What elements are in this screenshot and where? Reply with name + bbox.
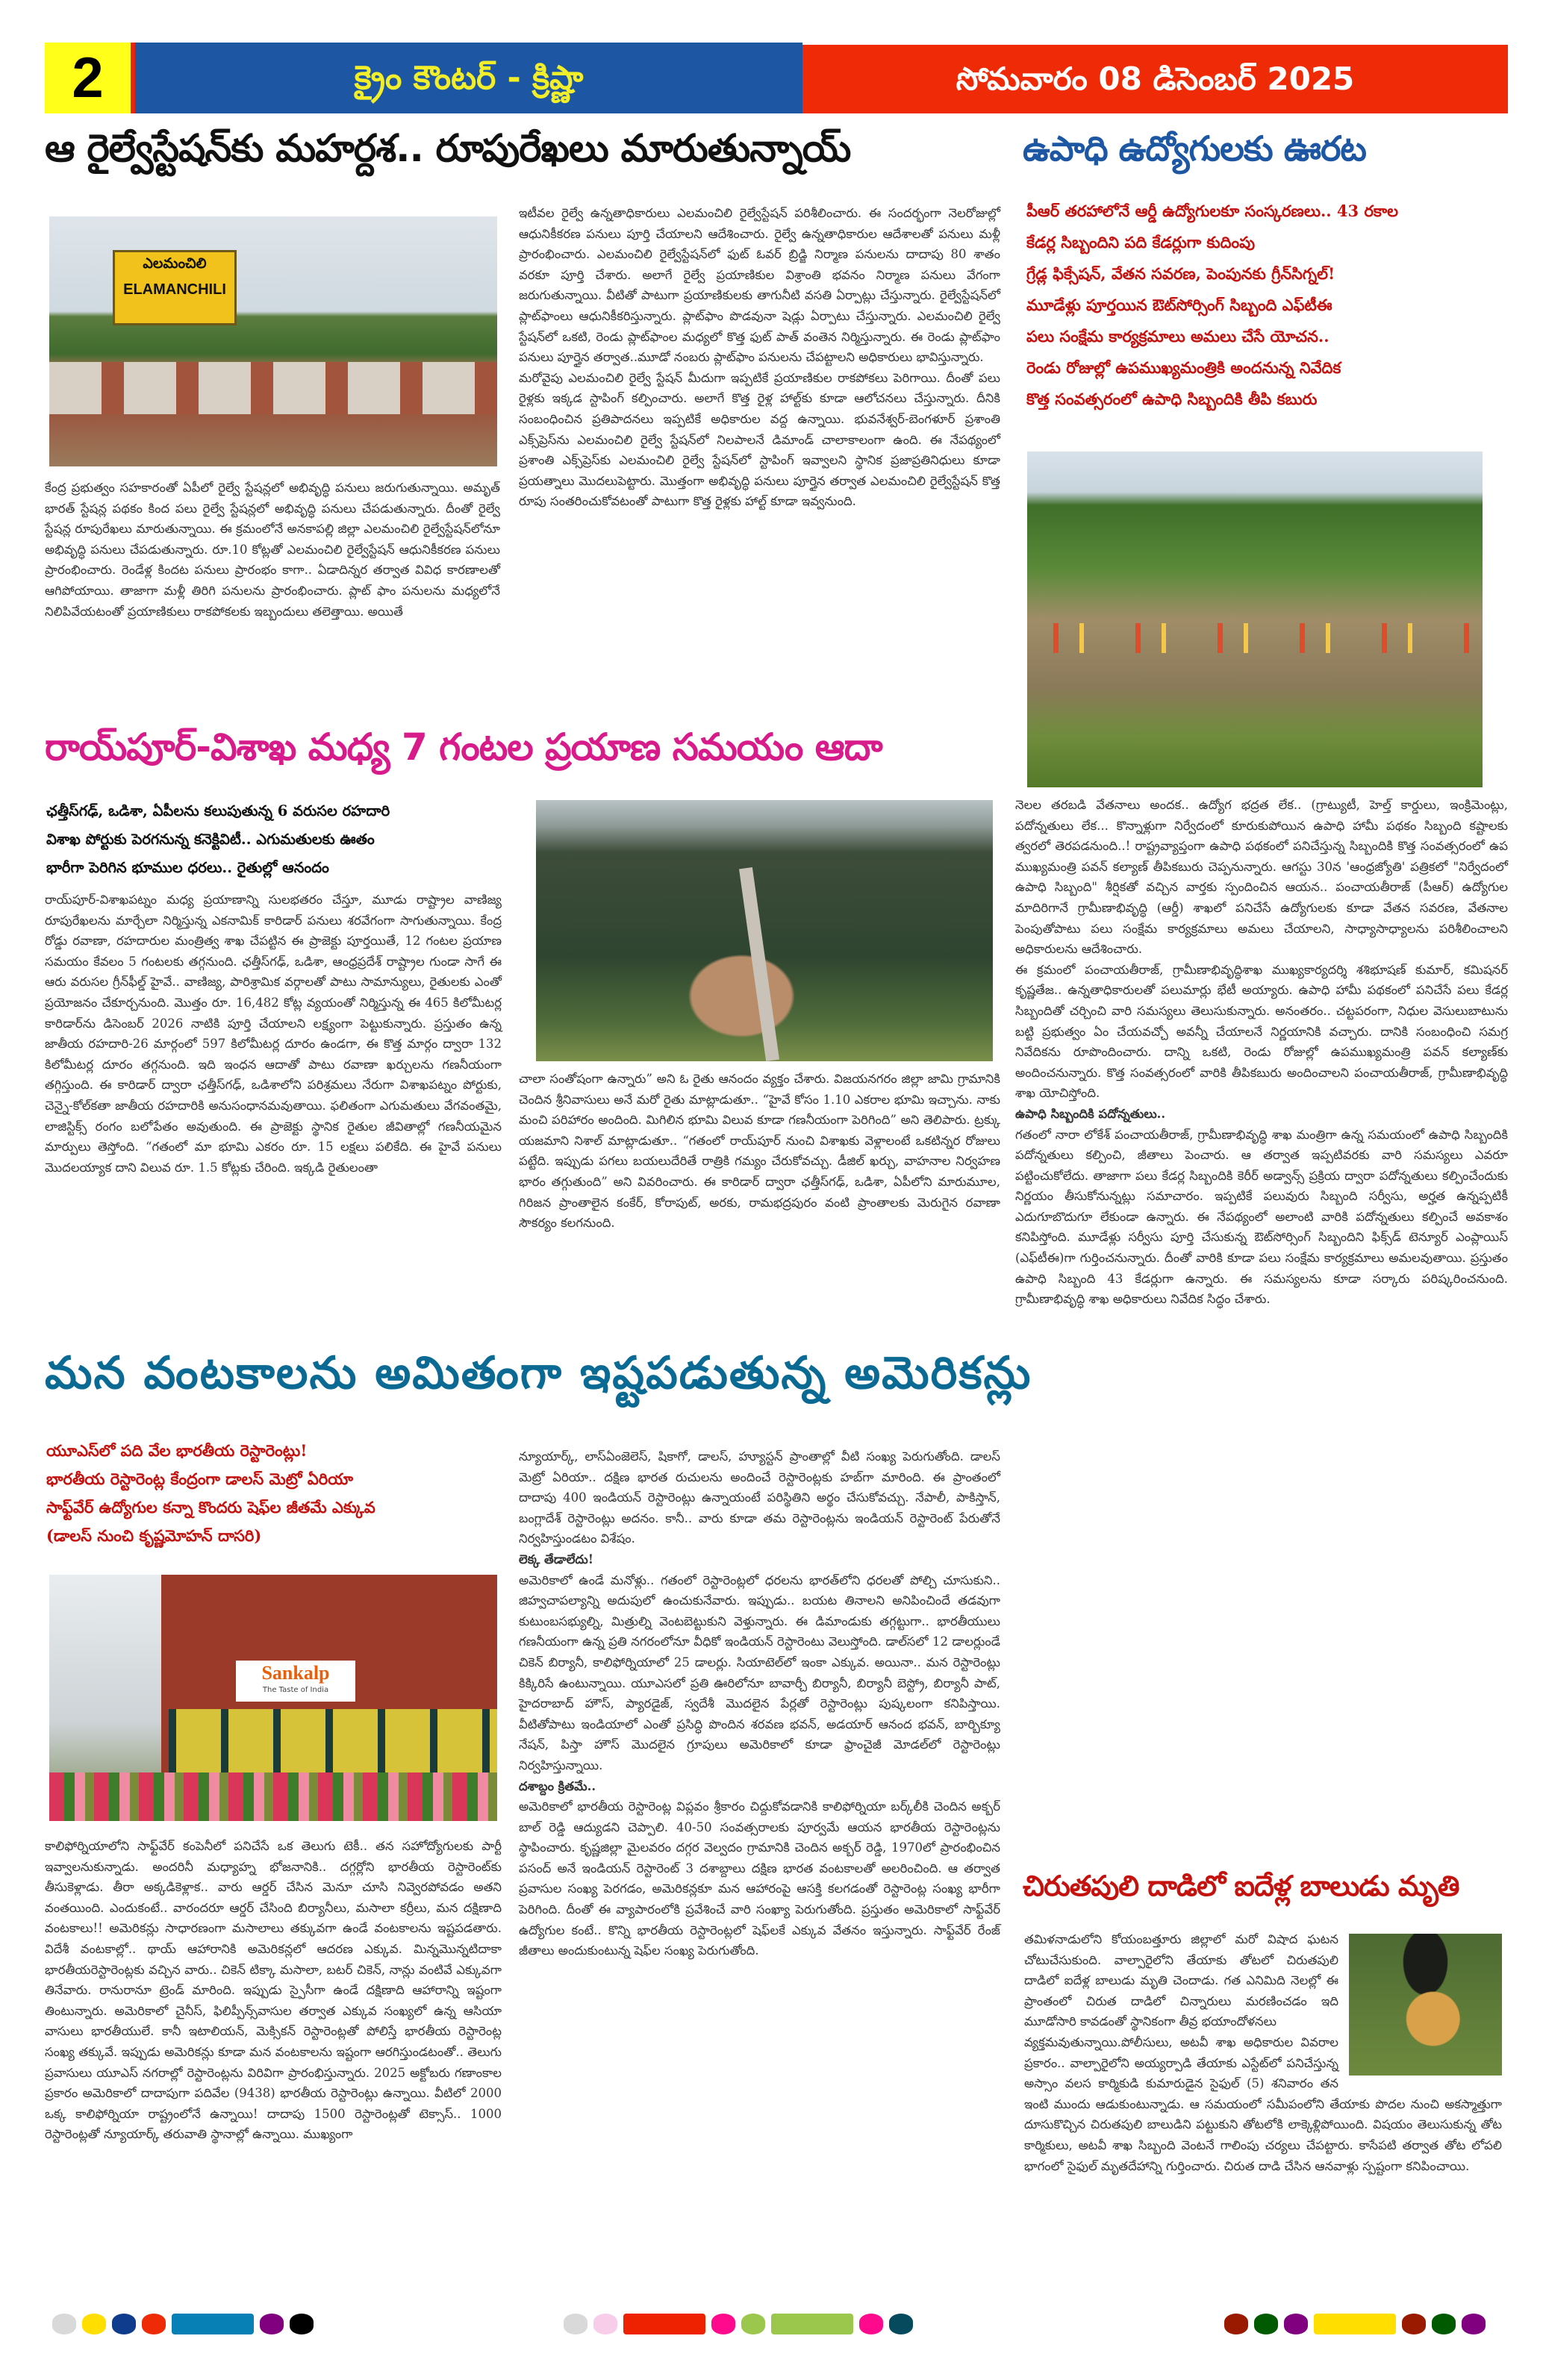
railway-headline: ఆ రైల్వేస్టేషన్‌కు మహర్దశ.. రూపురేఖలు మారుతున్నాయ్ xyxy=(45,127,851,171)
upadhi-headline: ఉపాధి ఉద్యోగులకు ఊరట xyxy=(1023,128,1366,169)
railway-body-col1: కేంద్ర ప్రభుత్వం సహకారంతో ఏపీలో రైల్వే స్టేషన్లలో అభివృద్ధి పనులు జరుగుతున్నాయి. అమృత్ భారత్ స్టేషన్ల పథకం కింద పలు రైల్వే స్టేషన్లలో అభివృద్ధి పనులు చేపడుతున్నారు. దీంతో రైల్వే స్టేషన్ల రూపురేఖలు మారుతున్నాయి. ఈ క్రమంలోనే అనకాపల్లి జిల్లా ఎలమంచిలి రైల్వేస్టేషన్‌లోనూ అభివృద్ధి పనులు చేపడుతున్నారు. రూ.10 కోట్లతో ఎలమంచిలి రైల్వేస్టేషన్ ఆధునికీకరణ పనులు ప్రారంభించారు. రెండేళ్ల కిందట పనులు ప్రారంభం కాగా.. ఏడాదిన్నర తర్వాత వివిధ కారణాలతో ఆగిపోయాయి. తాజాగా మళ్లీ తిరిగి పనులను ప్రారంభించారు. ప్లాట్ ఫాం పనులను మధ్యలోనే నిలిపివేయటంతో ప్రయాణికులు రాకపోకలకు ఇబ్బందులు తలెత్తాయి. అయితే xyxy=(45,481,500,619)
railway-body-col2 xyxy=(519,203,1000,512)
highway-aerial-photo xyxy=(536,800,993,1061)
footer-color-mark xyxy=(82,2314,106,2334)
signboard-telugu: ఎలమంచిలి xyxy=(143,255,207,272)
station-wall xyxy=(49,362,497,414)
raipur-subhead: భారీగా పెరిగిన భూముల ధరలు.. రైతుల్లో ఆనందం xyxy=(46,859,329,876)
footer-color-mark xyxy=(623,2314,705,2334)
signboard-english: ELAMANCHILI xyxy=(123,281,226,298)
upadhi-subhead: మూడేళ్లు పూర్తయిన ఔట్‌సోర్సింగ్ సిబ్బంది ఎఫ్‌టీఈ xyxy=(1026,296,1332,314)
upadhi-section-title: ఉపాధి సిబ్బందికి పదోన్నతులు.. xyxy=(1015,1106,1166,1121)
restaurants-paragraph: అమెరికాలో భారతీయ రెస్టారెంట్ల విప్లవం శ్రీకారం చిద్దుకోవడానికి కాలిఫోర్నియా బర్క్‌లీకి చెందిన అక్బర్ బాల్ రెడ్డి ఆద్యుడని చెప్పాలి. 40-50 సంవత్సరాలకు పూర్వమే ఆయన భారతీయ రెస్టారెంట్లను స్థాపించారు. కృష్ణజిల్లా మైలవరం దగ్గర వెల్వదం గ్రామానికి చెందిన అక్బర్ రెడ్డి, 1970లో ప్రారంభించిన పసంద్ అనే ఇండియన్ రెస్టారెంట్ 3 దశాబ్దాలు దక్షిణ భారత వంటకాలతో అలరించింది. ఆ తర్వాత ప్రవాసుల సంఖ్య పెరగడం, అమెరికన్లకూ మన ఆహారంపై ఆసక్తి కలగడంతో రెస్టారెంట్ల సంఖ్య భారీగా పెరిగింది. దీంతో ఈ వ్యాపారంలోకి ప్రవేశించే వారి సంఖ్యా పెరుగుతోంది. ప్రస్తుతం అమెరికాలో సాఫ్ట్‌వేర్ ఉద్యోగుల కంటే.. కొన్ని భారతీయ రెస్టారెంట్లలో షెఫ్‌లకే ఎక్కువ వేతనం ఇస్తున్నారు. సాఫ్ట్‌వేర్ రేంజ్ జీతాలు అందుకుంటున్న షెఫ్‌ల సంఖ్య పెరుగుతోంది. xyxy=(519,1799,1000,1958)
workers-field-photo xyxy=(1027,452,1483,787)
sankalp-restaurant-photo xyxy=(49,1575,497,1821)
upadhi-subhead: కేడర్ల సిబ్బందిని పది కేడర్లుగా కుదింపు xyxy=(1026,233,1256,252)
footer-color-mark xyxy=(889,2314,913,2334)
section-title: క్రైం కౌంటర్ - క్రిష్ణా xyxy=(135,43,802,113)
restaurants-subhead: భారతీయ రెస్టారెంట్ల కేంద్రంగా డాలస్ మెట్రో ఏరియా xyxy=(46,1469,353,1488)
restaurants-section-title: దశాబ్దం క్రితమే.. xyxy=(519,1778,596,1793)
footer-color-mark xyxy=(593,2314,617,2334)
upadhi-subhead: రెండు రోజుల్లో ఉపముఖ్యమంత్రికి అందనున్న నివేదిక xyxy=(1026,358,1341,377)
upadhi-subhead: కొత్త సంవత్సరంలో ఉపాధి సిబ్బందికి తీపి కబురు xyxy=(1026,390,1318,408)
footer-color-mark xyxy=(112,2314,136,2334)
sankalp-sign-tagline: The Taste of India xyxy=(262,1686,329,1694)
restaurants-paragraph: న్యూయార్క్, లాస్‌ఏంజెలెస్, షికాగో, డాలస్, హ్యూస్టన్ ప్రాంతాల్లో వీటి సంఖ్య పెరుగుతోంది. డాలస్ మెట్రో ఏరియా.. దక్షిణ భారత రుచులను అందించే రెస్టారెంట్లకు హబ్‌గా మారింది. ఈ ప్రాంతంలో దాదాపు 400 ఇండియన్ రెస్టారెంట్లు ఉన్నాయంటే పరిస్థితిని అర్థం చేసుకోవచ్చు. నేపాలీ, పాకిస్తాన్, బంగ్లాదేశ్ రెస్టారెంట్లు అదనం. కానీ.. వారు కూడా తమ రెస్టారెంట్లను ఇండియన్ రెస్టారెంట్ పేరుతోనే నిర్వహిస్తుండటం విశేషం. xyxy=(519,1449,1000,1546)
workers-group xyxy=(1027,623,1483,653)
edition-date: సోమవారం 08 డిసెంబర్ 2025 xyxy=(802,45,1508,113)
footer-color-mark xyxy=(1254,2314,1278,2334)
footer-color-mark xyxy=(859,2314,883,2334)
footer-color-mark xyxy=(142,2314,166,2334)
raipur-subhead: విశాఖ పోర్టుకు పెరగనున్న కనెక్టివిటీ.. ఎగుమతులకు ఊతం xyxy=(46,831,375,848)
leopard-photo xyxy=(1349,1934,1502,2076)
restaurants-body-col2 xyxy=(519,1446,1000,1961)
railway-paragraph: ఇటీవల రైల్వే ఉన్నతాధికారులు ఎలమంచిలి రైల్వేస్టేషన్ పరిశీలించారు. ఈ సందర్భంగా నెలరోజుల్లో ఆధునికీకరణ పనులు పూర్తి చేయాలని ఆదేశించారు. రైల్వే ఉన్నతాధికారుల ఆదేశాలతో పనులు మళ్లీ ప్రారంభించారు. ఎలమంచిలి రైల్వేస్టేషన్‌లో ఫుట్ ఓవర్ బ్రిడ్జి నిర్మాణ పనులను దాదాపు 80 శాతం వరకూ పూర్తి చేశారు. అలాగే రైల్వే ప్రయాణికుల విశ్రాంతి భవనం నిర్మాణ పనులు వేగంగా జరుగుతున్నాయి. వీటితో పాటుగా ప్రయాణికులకు తాగునీటి వసతి ఏర్పాట్లు చేస్తున్నారు. రైల్వేస్టేషన్‌లో ప్లాట్‌ఫాంలు ఆధునికీకరిస్తున్నారు. ప్లాట్‌ఫాం పొడవునా షెడ్లు ఏర్పాటు చేస్తున్నారు. ఎలమంచిలి రైల్వే స్టేషన్‌లో ఒకటి, రెండు ప్లాట్‌ఫాంల మధ్యలో కొత్త ఫుట్ పాత్ వంతెన నిర్మిస్తున్నారు. ఈ రెండు ప్లాట్‌ఫాం పనులు పూర్తైన తర్వాత..మూడో నంబరు ప్లాట్‌ఫాం పనులను చేపట్టాలని అధికారులు భావిస్తున్నారు. xyxy=(519,206,1000,365)
restaurants-subheads xyxy=(46,1437,502,1550)
sankalp-sign xyxy=(236,1661,355,1702)
raipur-subhead: ఛత్తీస్‌గఢ్, ఒడిశా, ఏపీలను కలుపుతున్న 6 వరుసల రహదారి xyxy=(46,802,390,819)
footer-color-mark xyxy=(1314,2314,1396,2334)
footer-color-mark xyxy=(741,2314,765,2334)
raipur-headline: రాయ్‌పూర్-విశాఖ మధ్య 7 గంటల ప్రయాణ సమయం ఆదా xyxy=(45,725,882,769)
upadhi-paragraph: ఈ క్రమంలో పంచాయతీరాజ్, గ్రామీణాభివృద్ధిశాఖ ముఖ్యకార్యదర్శి శశిభూషణ్ కుమార్, కమిషనర్ కృష్ణతేజ.. ఉన్నతాధికారులతో పలుమార్లు భేటీ అయ్యారు. ఉపాధి హామీ పథకంలో పనిచేసే పలు కేడర్ల సిబ్బందితో చర్చించి వారి సమస్యలు తెలుసుకున్నారు. అనంతరం.. చట్టపరంగా, నిధుల వెసులుబాటును బట్టి ప్రభుత్వం ఏం చేయవచ్చో అవన్నీ చేయాలనే నిర్ణయానికి వచ్చారు. దానికి సంబంధించి సమగ్ర నివేదికను రూపొందించారు. దాన్ని ఒకటి, రెండు రోజుల్లో ఉపముఖ్యమంత్రి పవన్ కల్యాణ్‌కు అందించనున్నారు. కొత్త సంవత్సరంలో వారికి తీపికబురు అందించాలని పంచాయతీరాజ్, గ్రామీణాభివృద్ధి శాఖ యోచిస్తోంది. xyxy=(1015,962,1508,1101)
upadhi-paragraph: గతంలో నారా లోకేశ్ పంచాయతీరాజ్, గ్రామీణాభివృద్ధి శాఖ మంత్రిగా ఉన్న సమయంలో ఉపాధి సిబ్బందికి పదోన్నతులు కల్పించి, జీతాలు పెంచారు. ఆ తర్వాత ఇప్పటివరకు వారి సమస్యలు ఎవరూ పట్టించుకోలేదు. తాజాగా పలు కేడర్ల సిబ్బందికి కెరీర్ అడ్వాన్స్ ప్రక్రియ ద్వారా పదోన్నతులు కల్పించేందుకు నిర్ణయం తీసుకోనున్నట్లు సమాచారం. ఇప్పటికే పలువురు సిబ్బంది సర్వీసు, అర్హత ఉన్నప్పటికీ ఎదుగూబొదుగూ లేకుండా ఉన్నారు. ఈ నేపథ్యంలో అలాంటి వారికి పదోన్నతులు కల్పించే అవకాశం కనిపిస్తోంది. మూడేళ్లు సర్వీసు పూర్తి చేసుకున్న ఔట్‌సోర్సింగ్ సిబ్బందిని ఫిక్స్‌డ్ టెన్యూర్ ఎంప్లాయిస్ (ఎఫ్‌టీఈ)గా గుర్తించనున్నారు. దీంతో వారికి కూడా పలు సంక్షేమ కార్యక్రమాలు అమలవుతాయి. ప్రస్తుతం ఉపాధి సిబ్బంది 43 కేడర్లుగా ఉన్నారు. ఈ సమస్యలను కూడా సర్కారు పరిష్కరించనుంది. గ్రామీణాభివృద్ధి శాఖ అధికారులు నివేదిక సిద్ధం చేశారు. xyxy=(1015,1127,1508,1307)
highway-road xyxy=(739,867,779,1061)
restaurants-section-title: లెక్క తేడాలేదు! xyxy=(519,1552,593,1567)
leopard-paragraph: వ్యక్తమవుతున్నాయి.పోలీసులు, అటవీ శాఖ అధికారుల వివరాల ప్రకారం.. వాల్పారైలోని అయ్యర్పాడి తేయాకు ఎస్టేట్‌లో పనిచేస్తున్న అస్సాం వలస కార్మికుడి కుమారుడైన సైఫుల్ (5) శనివారం తన ఇంటి ముందు ఆడుకుంటున్నాడు. ఆ సమయంలో సమీపంలోని తేయాకు పొదల నుంచి అకస్మాత్తుగా దూసుకొచ్చిన చిరుతపులి బాలుడిని పట్టుకుని తోటలోకి లాక్కెళ్లిపోయింది. విషయం తెలుసుకున్న తోట కార్మికులు, అటవీ శాఖ సిబ్బంది వెంటనే గాలింపు చర్యలు చేపట్టారు. కాసేపటి తర్వాత తోట లోపలి భాగంలో సైఫుల్ మృతదేహాన్ని గుర్తించారు. చిరుత దాడి చేసిన ఆనవాళ్లు స్పష్టంగా కనిపించాయి. xyxy=(1024,2034,1502,2173)
upadhi-subhead: గ్రేడ్ల ఫిక్సేషన్, వేతన సవరణ, పెంపునకు గ్రీన్‌సిగ్నల్! xyxy=(1026,264,1335,283)
flower-planters xyxy=(49,1772,497,1821)
restaurants-body-col1: కాలిఫోర్నియాలోని సాఫ్ట్‌వేర్ కంపెనీలో పనిచేసే ఒక తెలుగు టెకీ.. తన సహోద్యోగులకు పార్టీ ఇవ్వాలనుకున్నాడు. అందరినీ మధ్యాహ్న భోజనానికి.. దగ్గర్లోని భారతీయ రెస్టారెంట్‌కు తీసుకెళ్లాడు. తీరా అక్కడికెళ్లాక.. వారు ఆర్డర్ చేసిన మెనూ చూసి నివ్వెరపోవడం అతని వంతయింది. ఎందుకంటే.. వారందరూ ఆర్డర్ చేసింది బిర్యానీలు, మసాలా కర్రీలు, మన దక్షిణాది వంటకాలు!! అమెరికన్లు సాధారణంగా మసాలాలు తక్కువగా ఉండే వంటకాలను ఇష్టపడతారు. విదేశీ వంటకాల్లో.. థాయ్ ఆహారానికి అమెరికన్లలో ఆదరణ ఎక్కువ. మిన్నమొన్నటిదాకా భారతీయరెస్టారెంట్లకు వచ్చిన వారు.. చికెన్ టిక్కా మసాలా, బటర్ చికెన్, నాన్లు వంటివే ఎక్కువగా తినేవారు. రానురానూ ట్రెండ్ మారింది. ఇప్పుడు స్పైసీగా ఉండే దక్షిణాది ఆహారాన్ని ఇష్టంగా తింటున్నారు. అమెరికాలో చైనీస్, ఫిలిప్పీన్స్‌వాసుల తర్వాత ఎక్కువ సంఖ్యలో ఉన్న ఆసియా వాసులు భారతీయులే. కానీ ఇటాలియన్, మెక్సికన్ రెస్టారెంట్లతో పోలిస్తే భారతీయ రెస్టారెంట్ల సంఖ్య తక్కువే. ఇప్పుడు అమెరికన్లు కూడా మన వంటకాలను ఇష్టంగా ఆరగిస్తుండటంతో.. తెలుగు ప్రవాసులు యూఎస్ నగరాల్లో రెస్టారెంట్లను విరివిగా ప్రారంభిస్తున్నారు. 2025 అక్టోబరు గణాంకాల ప్రకారం అమెరికాలో దాదాపుగా పదివేల (9438) భారతీయ రెస్టారెంట్లు ఉన్నాయి. వీటిలో 2000 ఒక్క కాలిఫోర్నియా రాష్ట్రంలోనే ఉన్నాయి! దాదాపు 1500 రెస్టారెంట్లతో టెక్సాస్.. 1000 రెస్టారెంట్లతో న్యూయార్క్ తరువాతి స్థానాల్లో ఉన్నాయి. ముఖ్యంగా xyxy=(45,1839,502,2142)
footer-color-mark xyxy=(172,2314,254,2334)
footer-color-mark xyxy=(260,2314,284,2334)
footer-color-mark xyxy=(1224,2314,1248,2334)
leopard-paragraph: తమిళనాడులోని కోయంబత్తూరు జిల్లాలో మరో విషాద ఘటన చోటుచేసుకుంది. వాల్పారైలోని తేయాకు తోటలో చిరుతపులి దాడిలో ఐదేళ్ల బాలుడు మృతి చెందాడు. గత ఎనిమిది నెలల్లో ఈ ప్రాంతంలో చిరుత దాడిలో చిన్నారులు మరణించడం ఇది మూడోసారి కావడంతో స్థానికంగా తీవ్ర భయాందోళనలు xyxy=(1024,1932,1338,2029)
raipur-body-col2: చాలా సంతోషంగా ఉన్నారు” అని ఓ రైతు ఆనందం వ్యక్తం చేశారు. విజయనగరం జిల్లా జామి గ్రామానికి చెందిన శ్రీనివాసులు అనే మరో రైతు మాట్లాడుతూ.. “హైవే కోసం 1.10 ఎకరాల భూమి ఇచ్చాను. నాకు మంచి పరిహారం అందింది. మిగిలిన భూమి విలువ కూడా గణనీయంగా పెరిగింది” అని తెలిపారు. ట్రక్కు యజమాని నిశాల్ మాట్లాడుతూ.. “గతంలో రాయ్‌పూర్ నుంచి విశాఖకు వెళ్లాలంటే ఒకటిన్నర రోజులు పట్టేది. ఇప్పుడు పగలు బయలుదేరితే రాత్రికి గమ్యం చేరుకోవచ్చు. డీజిల్ ఖర్చు, వాహనాల నిర్వహణ భారం తగ్గుతుంది” అని వివరించారు. ఈ కారిడార్ ద్వారా ఛత్తీస్‌గఢ్, ఒడిశా, ఏపీలోని మారుమూల, గిరిజన ప్రాంతాలైన కంకేర్, కోరాపుట్, అరకు, రామభద్రపురం వంటి ప్రాంతాలకు మెరుగైన రవాణా సౌకర్యం కలగనుంది. xyxy=(519,1072,1000,1231)
restaurants-byline: (డాలస్ నుంచి కృష్ణమోహన్ దాసరి) xyxy=(46,1526,262,1545)
upadhi-subhead: పలు సంక్షేమ కార్యక్రమాలు అమలు చేసే యోచన.. xyxy=(1026,327,1330,346)
sankalp-sign-name: Sankalp xyxy=(261,1662,330,1684)
upadhi-subheads xyxy=(1026,196,1504,415)
footer-color-mark xyxy=(1402,2314,1426,2334)
leopard-headline: చిరుతపులి దాడిలో ఐదేళ్ల బాలుడు మృతి xyxy=(1023,1870,1459,1902)
footer-color-mark xyxy=(711,2314,735,2334)
restaurant-windows xyxy=(169,1709,497,1776)
page-number: 2 xyxy=(45,43,135,113)
station-signboard xyxy=(113,250,237,325)
restaurants-subhead: సాఫ్ట్‌వేర్ ఉద్యోగుల కన్నా కొందరు షెఫ్‌ల జీతమే ఎక్కువ xyxy=(46,1498,375,1517)
leopard-body xyxy=(1024,1929,1502,2176)
upadhi-subhead: పీఆర్ తరహాలోనే ఆర్డీ ఉద్యోగులకూ సంస్కరణలు.. 43 రకాల xyxy=(1026,202,1398,220)
railway-station-photo xyxy=(49,216,497,466)
footer-color-mark xyxy=(52,2314,76,2334)
footer-color-mark xyxy=(1284,2314,1308,2334)
footer-color-mark xyxy=(564,2314,587,2334)
restaurants-subhead: యూఎస్‌లో పది వేల భారతీయ రెస్టారెంట్లు! xyxy=(46,1441,308,1460)
upadhi-paragraph: నెలల తరబడి వేతనాలు అందక.. ఉద్యోగ భద్రత లేక.. (గ్రాట్యుటీ, హెల్త్ కార్డులు, ఇంక్రిమెంట్లు, పదోన్నతులు లేక... కొన్నాళ్లుగా నిర్వేదంలో కూరుకుపోయిన ఉపాధి హామీ పథకం సిబ్బంది కష్టాలకు త్వరలో తెరపడనుంది..! రాష్ట్రవ్యాప్తంగా ఉపాధి పథకంలో పనిచేస్తున్న సిబ్బందికి కొత్త సంవత్సరంలో ఉప ముఖ్యమంత్రి పవన్ కల్యాణ్ తీపికబురు చెప్పనున్నారు. ఆగస్టు 30న 'ఆంధ్రజ్యోతి' పత్రికలో "నిర్వేదంలో ఉపాధి సిబ్బంది" శీర్షికతో వచ్చిన వార్తకు స్పందించిన ఆయన.. పంచాయతీరాజ్ (పీఆర్) ఉద్యోగుల మాదిరిగానే గ్రామీణాభివృద్ధి (ఆర్డీ) శాఖలో పనిచేసే ఉద్యోగులకు కూడా వేతన సవరణ, వేతనాల పెంపుతోపాటు పలు సంక్షేమ కార్యక్రమాలు అమలు చేయాలని, సాధ్యాసాధ్యాలను పరిశీలించాలని అధికారులను ఆదేశించారు. xyxy=(1015,798,1508,957)
raipur-subheads xyxy=(46,797,502,882)
raipur-body-col1: రాయ్‌పూర్-విశాఖపట్నం మధ్య ప్రయాణాన్ని సులభతరం చేస్తూ, మూడు రాష్ట్రాల వాణిజ్య రూపురేఖలను మార్చేలా నిర్మిస్తున్న ఎకనామిక్ కారిడార్ పనులు శరవేగంగా సాగుతున్నాయి. కేంద్ర రోడ్డు రవాణా, రహదారుల మంత్రిత్వ శాఖ చేపట్టిన ఈ ప్రాజెక్టు పూర్తయితే, 12 గంటల ప్రయాణ సమయం కేవలం 5 గంటలకు తగ్గనుంది. ఛత్తీస్‌గఢ్, ఒడిశా, ఆంధ్రప్రదేశ్ రాష్ట్రాల గుండా సాగే ఈ ఆరు వరుసల గ్రీన్‌ఫీల్డ్ హైవే.. వాణిజ్య, పారిశ్రామిక వర్గాలతో పాటు సామాన్యులు, రైతులకు ఎంతో ప్రయోజనం చేకూర్చనుంది. మొత్తం రూ. 16,482 కోట్ల వ్యయంతో నిర్మిస్తున్న ఈ 465 కిలోమీటర్ల కారిడార్‌ను డిసెంబర్ 2026 నాటికి పూర్తి చేయాలని లక్ష్యంగా పెట్టుకున్నారు. ప్రస్తుతం ఉన్న జాతీయ రహదారి-26 మార్గంలో 597 కిలోమీటర్ల దూరం ఉండగా, ఈ కొత్త మార్గం ద్వారా 132 కిలోమీటర్ల దూరం తగ్గనుంది. ఇది ఇంధన ఆదాతో పాటు రవాణా ఖర్చులను గణనీయంగా తగ్గిస్తుంది. ఈ కారిడార్ ద్వారా ఛత్తీస్‌గఢ్, ఒడిశాలోని పరిశ్రమలు నేరుగా విశాఖపట్నం పోర్టుకు, చెన్నై-కోల్‌కతా జాతీయ రహదారికి అనుసంధానమవుతాయి. ఫలితంగా ఎగుమతులు వేగవంతమై, లాజిస్టిక్స్ రంగం బలోపేతం అవుతుంది. ఈ ప్రాజెక్టు స్థానిక రైతుల జీవితాల్లో గణనీయమైన మార్పులు తెస్తోంది. “గతంలో మా భూమి ఎకరం రూ. 15 లక్షలు పలికేది. ఈ హైవే పనులు మొదలయ్యాక దాని విలువ రూ. 1.5 కోట్లకు చేరింది. ఇక్కడి రైతులంతా xyxy=(45,893,502,1175)
footer-color-mark xyxy=(1432,2314,1456,2334)
restaurants-paragraph: అమెరికాలో ఉండే మనోళ్లు.. గతంలో రెస్టారెంట్లలో ధరలను భారత్‌లోని ధరలతో పోల్చి చూసుకుని.. జిహ్వచాపల్యాన్ని అదుపులో ఉంచుకునేవారు. ఇప్పుడు.. బయట తినాలని అనిపించిందే తడవుగా కుటుంబసభ్యుల్ని, మిత్రుల్ని వెంటబెట్టుకుని వెళ్తున్నారు. ఈ డిమాండుకు తగ్గట్టుగా.. భారతీయులు గణనీయంగా ఉన్న ప్రతి నగరంలోనూ వీధికో ఇండియన్ రెస్టారెంటు వెలుస్తోంది. డాల్‌సలో 12 డాలర్లుండే చికెన్ బిర్యానీ, కాలిఫోర్నియాలో 25 డాలర్లు. సియాటెల్‌లో ఇంకా ఎక్కువ. అయినా.. మన రెస్టారెంట్లు కిక్కిరిసే ఉంటున్నాయి. యూఎస‌లో ప్రతి ఊరిలోనూ బావార్చీ బిర్యానీ, బిర్యానీ బెస్ట్రో, బిర్యానీ పాట్, హైదరాబాద్ హౌస్, ప్యారడైజ్, స్వదేశీ మొదలైన పేర్లతో రెస్టారెంట్లు పుష్కలంగా కనిపిస్తాయి. వీటితోపాటు ఇండియాలో ఎంతో ప్రసిద్ధి పొందిన శరవణ భవన్, అడయార్ ఆనంద భవన్, బార్బిక్యూ నేషన్, పిస్తా హౌస్ మొదలైన గ్రూపులు అమెరికాలో కూడా ఫ్రాంచైజీ మోడల్‌లో రెస్టారెంట్లు నిర్వహిస్తున్నాయి. xyxy=(519,1572,1000,1772)
restaurants-headline: మన వంటకాలను అమితంగా ఇష్టపడుతున్న అమెరికన్లు xyxy=(45,1347,1032,1399)
footer-color-mark xyxy=(771,2314,853,2334)
footer-color-mark xyxy=(1462,2314,1486,2334)
railway-paragraph: మరోవైపు ఎలమంచిలి రైల్వే స్టేషన్ మీదుగా ఇప్పటికే ప్రయాణికుల రాకపోకలు పెరిగాయి. దీంతో పలు రైళ్లకు ఇక్కడ స్టాపింగ్ కల్పించారు. అలాగే కొత్త రైళ్ల హాల్ట్‌కు కూడా ఆలోచనలు చేస్తున్నారు. దీనికి సంబంధించిన ప్రతిపాదనలు ఇప్పటికే అధికారుల వద్ద ఉన్నాయి. భువనేశ్వర్-బెంగళూర్ ప్రశాంతి ఎక్స్‌ప్రెస్‌ను ఎలమంచిలి రైల్వే స్టేషన్‌లో నిలపాలనే డిమాండ్ చాలాకాలంగా ఉంది. ఈ నేపథ్యంలో ప్రశాంతి ఎక్స్‌ప్రెస్‌కు ఎలమంచిలి రైల్వే స్టేషన్‌లో స్టాపింగ్ ఇవ్వాలని స్థానిక ప్రజాప్రతినిధులు కూడా ప్రయత్నాలు మొదలుపెట్టారు. మొత్తంగా అభివృద్ధి పనులు పూర్తైన తర్వాత ఎలమంచిలి రైల్వేస్టేషన్ కొత్త రూపు సంతరించుకోవటంతో పాటుగా కొత్త రైళ్లకు హాల్ట్ కూడా ఇవ్వనుంది. xyxy=(519,370,1000,509)
footer-color-mark xyxy=(290,2314,314,2334)
upadhi-body xyxy=(1015,795,1508,1310)
